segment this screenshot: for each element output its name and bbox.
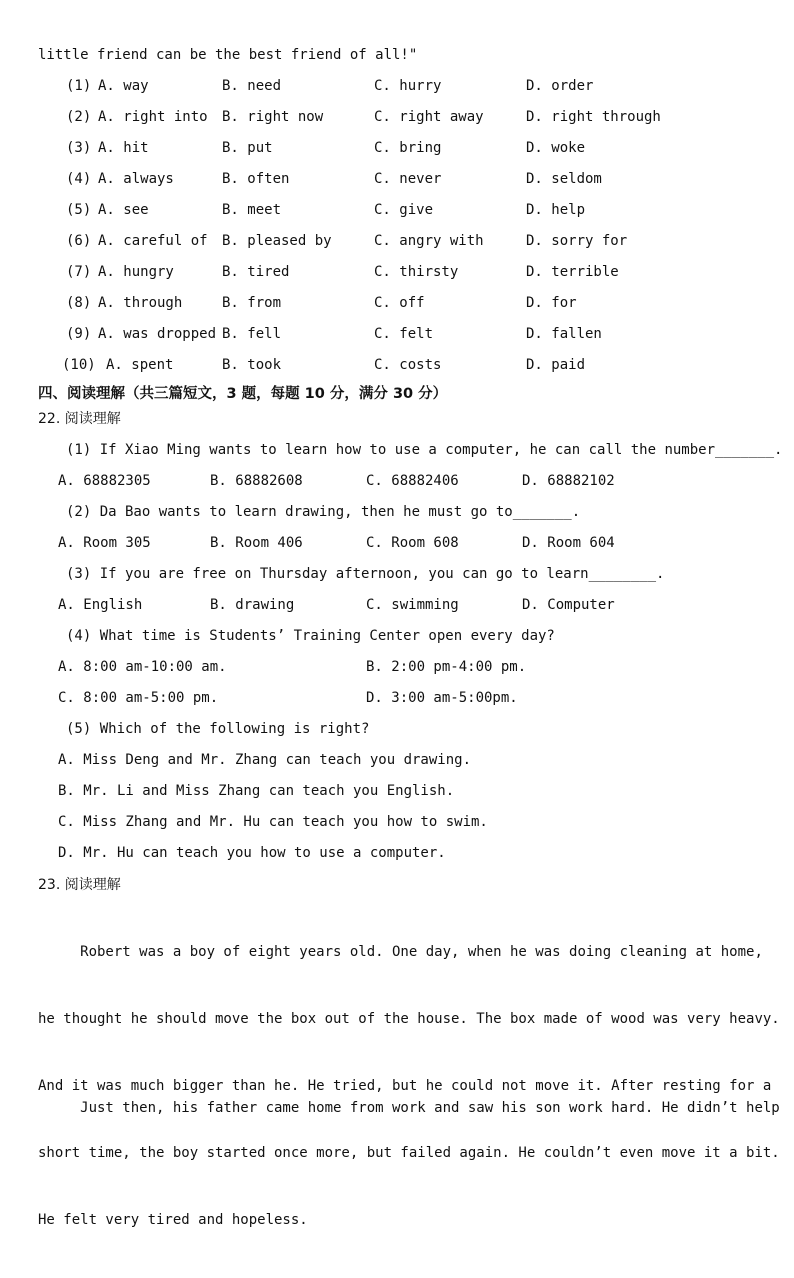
question-number: (1) xyxy=(66,78,92,94)
option: A. through xyxy=(98,295,183,311)
option: B. tired xyxy=(222,264,290,280)
option: D. right through xyxy=(526,109,661,125)
q22-question-1: (1) If Xiao Ming wants to learn how to use a computer, he can call the number_______. xyxy=(66,442,783,458)
option: B. pleased by xyxy=(222,233,332,249)
option: C. thirsty xyxy=(374,264,459,280)
option: A. spent xyxy=(106,357,174,373)
option: B. 2:00 pm-4:00 pm. xyxy=(366,659,527,675)
question-number: (3) xyxy=(66,140,92,156)
q23-paragraph-2 xyxy=(38,1063,780,1166)
option: D. sorry for xyxy=(526,233,628,249)
option: C. bring xyxy=(374,140,442,156)
option: A. see xyxy=(98,202,149,218)
question-number: (4) xyxy=(66,171,92,187)
option: B. 68882608 xyxy=(210,473,303,489)
question-number: (8) xyxy=(66,295,92,311)
q23-label: 23. 阅读理解 xyxy=(38,877,121,893)
option: B. right now xyxy=(222,109,324,125)
option: D. seldom xyxy=(526,171,602,187)
option: A. hit xyxy=(98,140,149,156)
option: C. costs xyxy=(374,357,442,373)
option: A. Room 305 xyxy=(58,535,151,551)
option: C. swimming xyxy=(366,597,459,613)
option: B. fell xyxy=(222,326,282,342)
option: C. never xyxy=(374,171,442,187)
q22-question-3: (3) If you are free on Thursday afternoon, you can go to learn________. xyxy=(66,566,665,582)
option: D. woke xyxy=(526,140,586,156)
option: B. meet xyxy=(222,202,282,218)
option: D. 68882102 xyxy=(522,473,615,489)
option: A. way xyxy=(98,78,149,94)
paragraph-line: he thought he should move the box out of the house. The box made of wood was very heavy. xyxy=(38,1011,780,1027)
q22-question-2: (2) Da Bao wants to learn drawing, then he must go to_______. xyxy=(66,504,581,520)
option: D. Computer xyxy=(522,597,615,613)
option: A. always xyxy=(98,171,174,187)
option: C. felt xyxy=(374,326,434,342)
option: A. 8:00 am-10:00 am. xyxy=(58,659,227,675)
question-number: (5) xyxy=(66,202,92,218)
q22-question-4: (4) What time is Students’ Training Center open every day? xyxy=(66,628,555,644)
option: C. 8:00 am-5:00 pm. xyxy=(58,690,219,706)
option: D. order xyxy=(526,78,594,94)
option: A. Miss Deng and Mr. Zhang can teach you drawing. xyxy=(58,752,472,768)
option: D. Room 604 xyxy=(522,535,615,551)
question-number: (2) xyxy=(66,109,92,125)
option: B. drawing xyxy=(210,597,295,613)
option: C. hurry xyxy=(374,78,442,94)
option: C. Miss Zhang and Mr. Hu can teach you how to swim. xyxy=(58,814,488,830)
option: C. give xyxy=(374,202,434,218)
option: D. 3:00 am-5:00pm. xyxy=(366,690,518,706)
option: A. careful of xyxy=(98,233,208,249)
option: A. hungry xyxy=(98,264,174,280)
option: C. off xyxy=(374,295,425,311)
option: B. from xyxy=(222,295,282,311)
option: A. right into xyxy=(98,109,208,125)
option: C. right away xyxy=(374,109,484,125)
option: C. 68882406 xyxy=(366,473,459,489)
option: D. terrible xyxy=(526,264,619,280)
option: B. put xyxy=(222,140,273,156)
passage-tail: little friend can be the best friend of all!" xyxy=(38,47,418,63)
q22-question-5: (5) Which of the following is right? xyxy=(66,721,370,737)
option: B. often xyxy=(222,171,290,187)
paragraph-line: He felt very tired and hopeless. xyxy=(38,1212,308,1228)
paragraph-line: Just then, his father came home from work and saw his son work hard. He didn’t help xyxy=(38,1100,780,1116)
option: B. need xyxy=(222,78,282,94)
option: D. help xyxy=(526,202,586,218)
option: A. was dropped xyxy=(98,326,217,342)
section-title: 四、阅读理解（共三篇短文，3 题，每题 10 分，满分 30 分） xyxy=(38,386,448,402)
option: B. took xyxy=(222,357,282,373)
option: D. Mr. Hu can teach you how to use a computer. xyxy=(58,845,446,861)
option: C. angry with xyxy=(374,233,484,249)
question-number: (9) xyxy=(66,326,92,342)
question-number: (10) xyxy=(62,357,96,373)
q22-label: 22. 阅读理解 xyxy=(38,411,121,427)
question-number: (7) xyxy=(66,264,92,280)
question-number: (6) xyxy=(66,233,92,249)
option: C. Room 608 xyxy=(366,535,459,551)
option: B. Room 406 xyxy=(210,535,303,551)
option: D. paid xyxy=(526,357,586,373)
option: D. fallen xyxy=(526,326,602,342)
option: A. 68882305 xyxy=(58,473,151,489)
paragraph-line: Robert was a boy of eight years old. One day, when he was doing cleaning at home, xyxy=(38,944,763,960)
paragraph-line: short time, the boy started once more, but failed again. He couldn’t even move it a bit. xyxy=(38,1145,780,1161)
paragraph-line: And it was much bigger than he. He tried, but he could not move it. After resting for a xyxy=(38,1078,772,1094)
option: D. for xyxy=(526,295,577,311)
option: B. Mr. Li and Miss Zhang can teach you English. xyxy=(58,783,455,799)
option: A. English xyxy=(58,597,143,613)
